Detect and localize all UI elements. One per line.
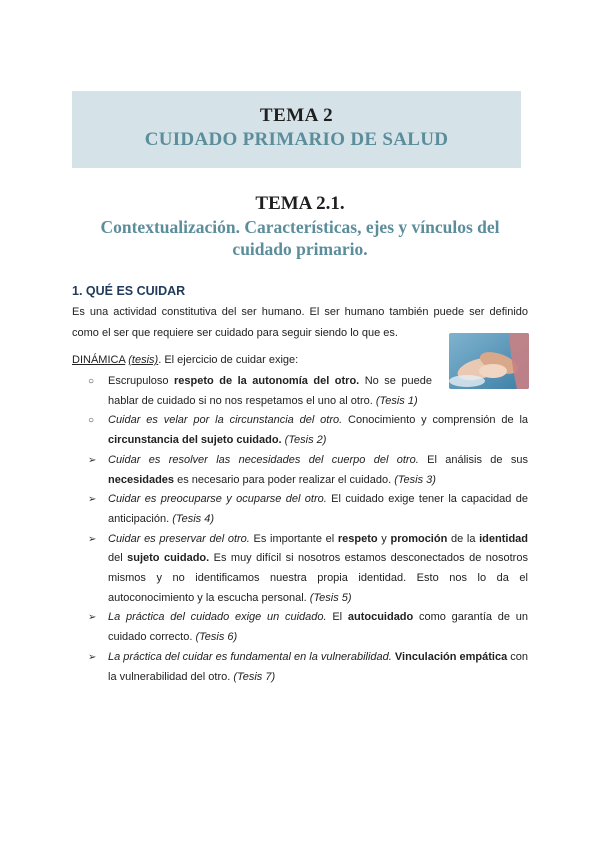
subheading-number: TEMA 2.1. (255, 193, 345, 214)
list-item: ➢ La práctica del cuidar es fundamental en la vulnerabilidad. Vinculación empática con la vulnerabilidad del otro. (Tesis 7) (88, 648, 528, 687)
arrow-bullet-icon: ➢ (88, 533, 97, 545)
banner-title: TEMA 2 (259, 105, 334, 126)
circle-bullet-icon: ○ (88, 415, 95, 427)
banner-subtitle: CUIDADO PRIMARIO DE SALUD (144, 129, 449, 150)
arrow-bullet-icon: ➢ (88, 494, 97, 506)
intro-paragraph: Es una actividad constitutiva del ser humano. El ser humano también puede ser definido como el ser que requiere ser cuidado para seguir siendo lo que es. (72, 306, 528, 339)
arrow-bullet-icon: ➢ (88, 651, 97, 663)
list-item: ➢ Cuidar es preocuparse y ocuparse del otro. El cuidado exige tener la capacidad de anticipación. (Tesis 4) (88, 490, 528, 529)
list-item: ○ Cuidar es velar por la circunstancia del otro. Conocimiento y comprensión de la circunstancia del sujeto cuidado. (Tesis 2) (88, 411, 528, 450)
list-item: ➢ Cuidar es resolver las necesidades del cuerpo del otro. El análisis de sus necesidades es necesario para poder realizar el cuidado. (Tesis 3) (88, 451, 528, 490)
dynamic-label: DINÁMICA (72, 354, 126, 366)
section-title: 1. QUÉ ES CUIDAR (72, 284, 186, 298)
list-item: ➢ Cuidar es preservar del otro. Es importante el respeto y promoción de la identidad del sujeto cuidado. Es muy difícil si nosotros estamos desconectados de nosotros mismos y no identificamos nuestra propia identidad. Esto nos lo da el autoconocimiento y la escucha personal. (Tesis 5) (88, 530, 528, 609)
arrow-bullet-icon: ➢ (88, 454, 97, 466)
care-theses-list (88, 372, 528, 687)
circle-bullet-icon: ○ (88, 376, 95, 387)
dynamic-tesis: (tesis) (128, 354, 159, 366)
list-item: ➢ La práctica del cuidado exige un cuidado. El autocuidado como garantía de un cuidado correcto. (Tesis 6) (88, 608, 528, 647)
title-banner (72, 91, 521, 168)
arrow-bullet-icon: ➢ (88, 612, 97, 624)
dynamic-text: . El ejercicio de cuidar exige: (158, 354, 299, 366)
list-item: ○ Escrupuloso respeto de la autonomía del otro. No se puede hablar de cuidado si no nos respetamos el uno al otro. (Tesis 1) (88, 372, 528, 411)
subheading-title: Contextualización. Características, ejes y vínculos del cuidado primario. (100, 217, 500, 259)
dynamic-line (72, 350, 442, 371)
